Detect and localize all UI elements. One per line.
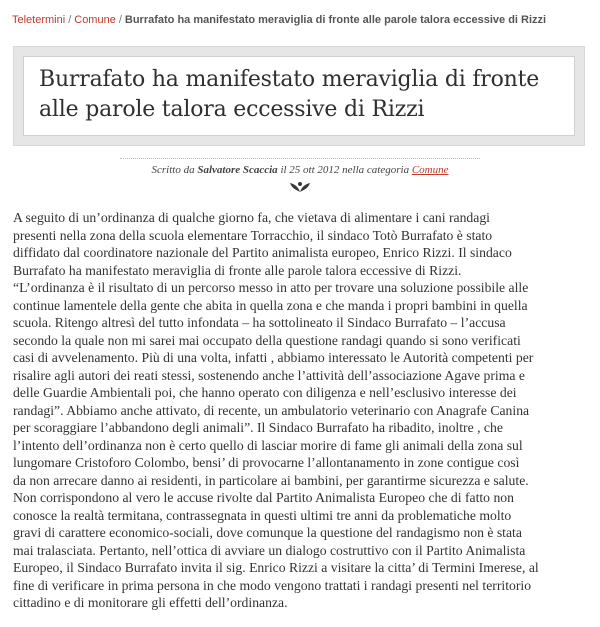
article-body-line: casi di avvelenamento. Più di una volta, infatti , abbiamo interessato le Autorità competenti per	[13, 350, 534, 365]
article-body-line: l’intento dell’ordinanza non è certo quello di lasciar morire di fame gli animali della zona sul	[13, 437, 523, 453]
article-body-line: Europeo, il Sindaco Burrafato invita il sig. Enrico Rizzi a visitare la citta’ di Termini Imerese, al	[13, 560, 539, 575]
article-body-line: presenti nella zona della scuola elementare Torracchio, il sindaco Totò Burrafato è stato	[13, 227, 493, 243]
breadcrumb-separator: /	[68, 14, 72, 26]
article-body-line: randagi”. Abbiamo anche attivato, di recente, un ambulatorio veterinario con Anagrafe Canina	[13, 402, 530, 418]
meta-divider	[120, 158, 480, 159]
article-body-line: Burrafato ha manifestato meraviglia di fronte alle parole talora eccessive di Rizzi.	[13, 262, 462, 278]
breadcrumb-current: Burrafato ha manifestato meraviglia di fronte alle parole talora eccessive di Rizzi	[124, 14, 547, 26]
article-body-line: “L’ordinanza è il risultato di un percorso messo in atto per trovare una soluzione possibile alle	[13, 280, 529, 295]
article-body-line: mai tralasciata. Pertanto, nell’ottica di avviare un dialogo costruttivo con il Partito Animalista	[13, 542, 526, 558]
article-title-frame	[13, 46, 585, 146]
meta-written-by: Scritto da	[151, 164, 195, 176]
breadcrumb-separator: /	[118, 14, 122, 26]
article-body-line: fine di verificare in prima persona in che modo vengono trattati i randagi presenti nel territorio	[13, 577, 532, 593]
article-body-line: secondo la quale non mi sarei mai occupato della questione randagi quando si sono verificati	[13, 332, 521, 348]
article-body-line: lungomare Cristoforo Colombo, bensi’ di provocarne l’allontanamento in zone contigue così	[13, 455, 520, 470]
breadcrumb	[12, 14, 546, 26]
meta-date: il 25 ott 2012 nella categoria	[280, 164, 410, 176]
article-body-line: diffidato dal coordinatore nazionale del Partito animalista europeo, Enrico Rizzi. Il sindaco	[13, 245, 512, 260]
article-title-box	[23, 56, 575, 136]
article-body-line: Non corrispondono al vero le accuse rivolte dal Partito Animalista Europeo che di fatto non	[13, 490, 514, 505]
article-body-line: cittadino e di monitorare gli effetti dell’ordinanza.	[13, 595, 288, 610]
meta-category-link[interactable]: Comune	[411, 164, 449, 176]
breadcrumb-section-link[interactable]: Comune	[74, 14, 116, 26]
article-body-line: gravi di carattere economico-sociali, dove comunque la questione del randagismo non è stata	[13, 525, 522, 540]
article-body-line: continue lamentele della gente che abita in quella zona e che manda i propri bambini in quella	[13, 297, 528, 313]
leaf-ornament-icon	[289, 180, 311, 194]
article-body-line: per scoraggiare l’abbandono degli animali”. Il Sindaco Burrafato ha ribadito, inoltre , che	[13, 420, 503, 435]
article-body-line: da non arrecare danno ai residenti, in particolare ai bambini, per garantirme sicurezza e salute.	[13, 472, 529, 488]
article-title: Burrafato ha manifestato meraviglia di fronte alle parole talora eccessive di Rizzi	[39, 67, 540, 122]
article-meta	[0, 164, 600, 176]
breadcrumb-home-link[interactable]: Teletermini	[12, 14, 66, 26]
meta-author: Salvatore Scaccia	[197, 164, 278, 176]
article-body-line: conosce la realtà termitana, contrassegnata in questi ultimi tre anni da problematiche molto	[13, 507, 512, 523]
article-body-line: scuola. Ritengo altresì del tutto infondata – ha sottolineato il Sindaco Burrafato – l’accusa	[13, 315, 506, 330]
article-body	[13, 209, 591, 612]
article-body-line: delle Guardie Ambientali poi, che hanno operato con diligenza e nell’esclusivo interesse dei	[13, 385, 517, 400]
article-body-line: risalire agli autori dei reati stessi, sostenendo anche l’attività dell’associazione Agave prima e	[13, 367, 525, 383]
article-body-line: A seguito di un’ordinanza di qualche giorno fa, che vietava di alimentare i cani randagi	[13, 210, 490, 225]
